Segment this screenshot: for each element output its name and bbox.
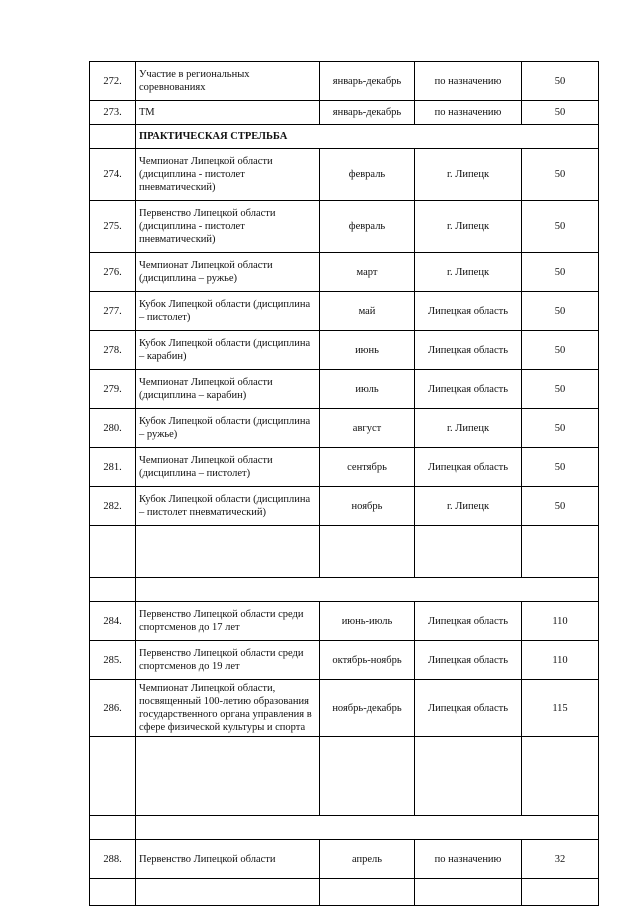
participant-count [522, 526, 599, 578]
participant-count: 115 [522, 680, 599, 737]
event-date: июль [320, 370, 415, 409]
event-place: по назначению [415, 101, 522, 125]
participant-count: 50 [522, 62, 599, 101]
row-number: 274. [90, 149, 136, 201]
event-date: февраль [320, 201, 415, 253]
event-name: Кубок Липецкой области (дисциплина – карабин) [136, 331, 320, 370]
participant-count: 50 [522, 331, 599, 370]
event-place: Липецкая область [415, 331, 522, 370]
event-name [136, 526, 320, 578]
row-number: 284. [90, 602, 136, 641]
row-number: 273. [90, 101, 136, 125]
table-row [90, 101, 599, 125]
event-name [136, 879, 320, 906]
event-place [415, 737, 522, 816]
section-number-cell [90, 816, 136, 840]
row-number: 279. [90, 370, 136, 409]
row-number: 288. [90, 840, 136, 879]
section-title [136, 816, 599, 840]
events-table [89, 61, 599, 906]
event-place [415, 879, 522, 906]
table-row [90, 840, 599, 879]
event-place: по назначению [415, 840, 522, 879]
event-name: Первенство Липецкой области среди спортсменов до 17 лет [136, 602, 320, 641]
event-name: Кубок Липецкой области (дисциплина – пистолет) [136, 292, 320, 331]
event-name: Чемпионат Липецкой области (дисциплина – ружье) [136, 253, 320, 292]
event-name [136, 737, 320, 816]
event-date: январь-декабрь [320, 101, 415, 125]
event-name: Кубок Липецкой области (дисциплина – пистолет пневматический) [136, 487, 320, 526]
participant-count: 50 [522, 253, 599, 292]
event-place: г. Липецк [415, 149, 522, 201]
event-date: октябрь-ноябрь [320, 641, 415, 680]
event-place: г. Липецк [415, 201, 522, 253]
section-row [90, 816, 599, 840]
event-date: ноябрь-декабрь [320, 680, 415, 737]
table-row [90, 641, 599, 680]
event-date: август [320, 409, 415, 448]
table-row [90, 201, 599, 253]
section-number-cell [90, 578, 136, 602]
table-row [90, 602, 599, 641]
event-place: Липецкая область [415, 448, 522, 487]
participant-count: 32 [522, 840, 599, 879]
event-place: г. Липецк [415, 409, 522, 448]
table-row [90, 149, 599, 201]
event-place: Липецкая область [415, 602, 522, 641]
row-number: 281. [90, 448, 136, 487]
event-date: июнь [320, 331, 415, 370]
event-name: Чемпионат Липецкой области, посвященный 100-летию образования государственного органа управления в сфере физической культуры и спорта [136, 680, 320, 737]
participant-count: 110 [522, 641, 599, 680]
event-name: ТМ [136, 101, 320, 125]
row-number: 286. [90, 680, 136, 737]
participant-count: 50 [522, 101, 599, 125]
event-date: сентябрь [320, 448, 415, 487]
event-place: г. Липецк [415, 487, 522, 526]
row-number: 277. [90, 292, 136, 331]
participant-count: 50 [522, 448, 599, 487]
participant-count: 50 [522, 292, 599, 331]
event-name: Чемпионат Липецкой области (дисциплина - пистолет пневматический) [136, 149, 320, 201]
row-number: 280. [90, 409, 136, 448]
event-date: июнь-июль [320, 602, 415, 641]
participant-count [522, 879, 599, 906]
participant-count: 110 [522, 602, 599, 641]
row-number [90, 879, 136, 906]
event-place: Липецкая область [415, 680, 522, 737]
row-number: 276. [90, 253, 136, 292]
table-row [90, 370, 599, 409]
table-row [90, 680, 599, 737]
event-name: Чемпионат Липецкой области (дисциплина – карабин) [136, 370, 320, 409]
participant-count: 50 [522, 409, 599, 448]
event-place: по назначению [415, 62, 522, 101]
event-date: февраль [320, 149, 415, 201]
event-name: Первенство Липецкой области [136, 840, 320, 879]
table-row [90, 292, 599, 331]
participant-count [522, 737, 599, 816]
event-place: Липецкая область [415, 370, 522, 409]
event-place: Липецкая область [415, 641, 522, 680]
table-row [90, 409, 599, 448]
table-row [90, 331, 599, 370]
section-title [136, 578, 599, 602]
event-name: Первенство Липецкой области (дисциплина - пистолет пневматический) [136, 201, 320, 253]
row-number: 282. [90, 487, 136, 526]
table-row [90, 448, 599, 487]
row-number [90, 526, 136, 578]
participant-count: 50 [522, 370, 599, 409]
event-date: март [320, 253, 415, 292]
row-number: 278. [90, 331, 136, 370]
participant-count: 50 [522, 487, 599, 526]
event-place: Липецкая область [415, 292, 522, 331]
participant-count: 50 [522, 149, 599, 201]
table-row [90, 62, 599, 101]
section-number-cell [90, 125, 136, 149]
event-date [320, 879, 415, 906]
event-date: январь-декабрь [320, 62, 415, 101]
event-date [320, 737, 415, 816]
table-row [90, 737, 599, 816]
event-place [415, 526, 522, 578]
event-date: апрель [320, 840, 415, 879]
event-name: Кубок Липецкой области (дисциплина – ружье) [136, 409, 320, 448]
participant-count: 50 [522, 201, 599, 253]
row-number [90, 737, 136, 816]
table-row [90, 253, 599, 292]
event-name: Чемпионат Липецкой области (дисциплина – пистолет) [136, 448, 320, 487]
table-row [90, 526, 599, 578]
section-row [90, 125, 599, 149]
row-number: 285. [90, 641, 136, 680]
row-number: 272. [90, 62, 136, 101]
section-row [90, 578, 599, 602]
event-date: май [320, 292, 415, 331]
event-place: г. Липецк [415, 253, 522, 292]
event-name: Первенство Липецкой области среди спортсменов до 19 лет [136, 641, 320, 680]
event-name: Участие в региональных соревнованиях [136, 62, 320, 101]
event-date [320, 526, 415, 578]
row-number: 275. [90, 201, 136, 253]
table-row [90, 879, 599, 906]
table-row [90, 487, 599, 526]
section-title: ПРАКТИЧЕСКАЯ СТРЕЛЬБА [136, 125, 599, 149]
event-date: ноябрь [320, 487, 415, 526]
